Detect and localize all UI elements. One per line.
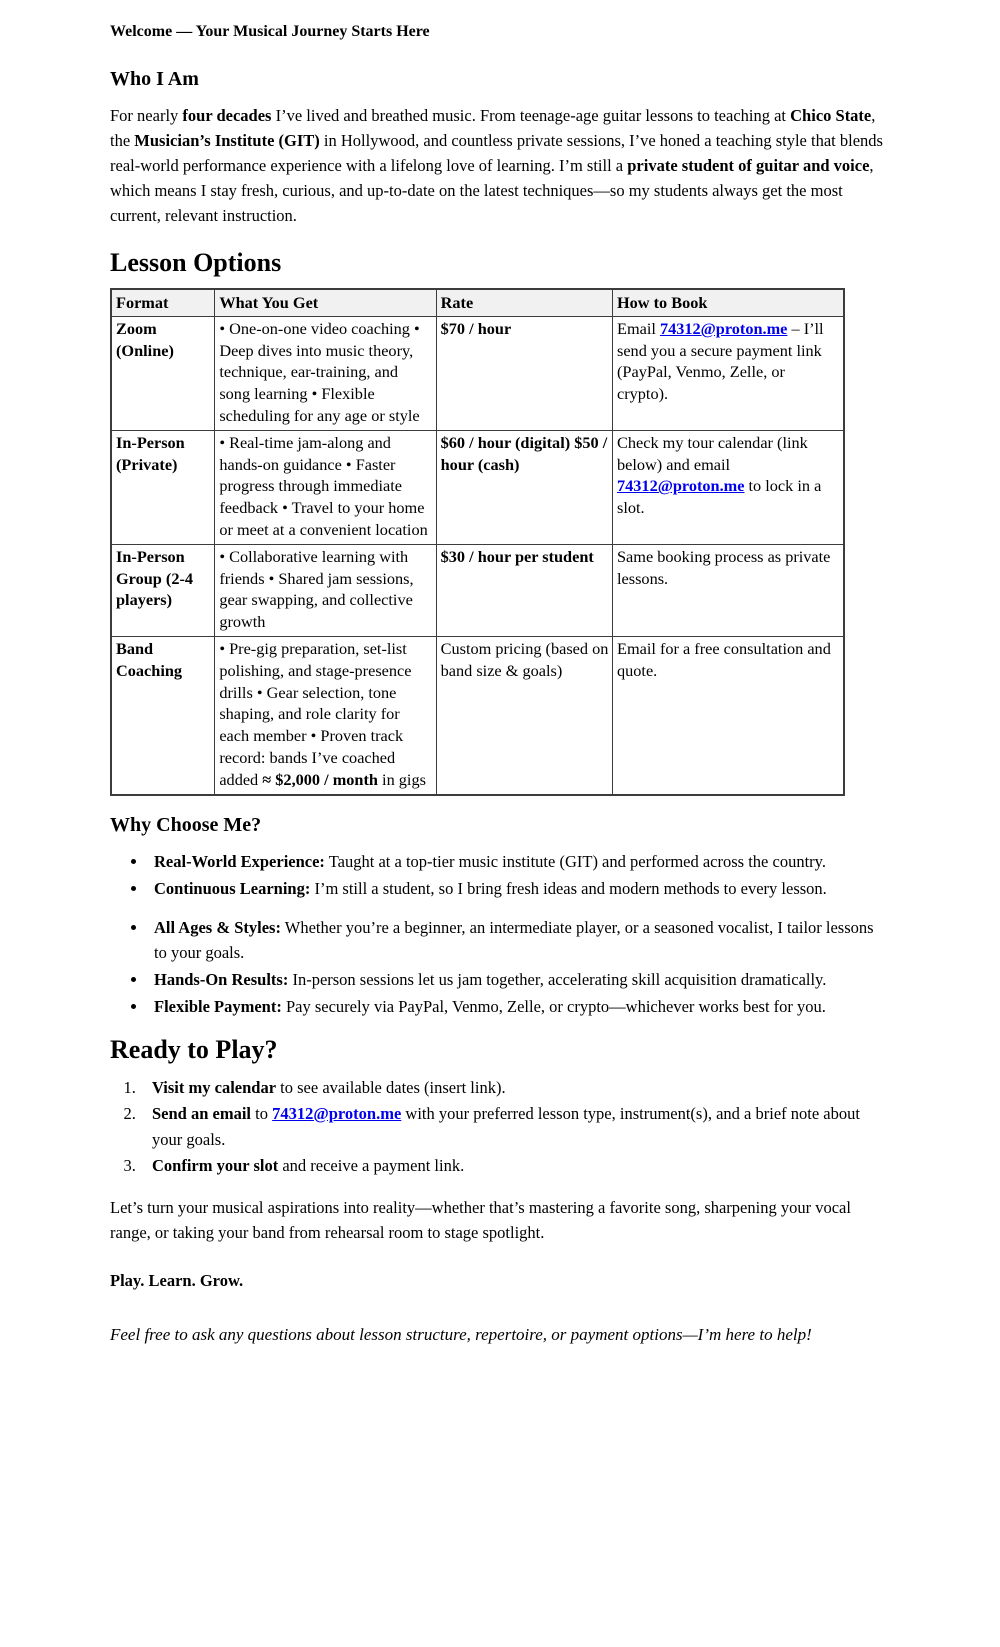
text-segment: and receive a payment link. xyxy=(278,1156,465,1176)
booking-cell xyxy=(613,430,845,544)
who-i-am-paragraph xyxy=(110,103,890,228)
format-cell: In-Person (Private) xyxy=(111,430,215,544)
text-segment: Check my tour calendar (link below) and email xyxy=(617,432,808,474)
text-segment: , the xyxy=(110,106,876,150)
column-header-how-to-book: How to Book xyxy=(613,289,845,316)
text-segment: Visit my calendar xyxy=(152,1077,277,1097)
lesson-options-table xyxy=(110,288,845,796)
features-cell xyxy=(215,544,436,636)
table-row-in-person-group xyxy=(111,544,844,636)
text-segment: Same booking process as private lessons. xyxy=(617,546,831,588)
booking-steps-list xyxy=(110,1075,890,1179)
welcome-title: Welcome — Your Musical Journey Starts Here xyxy=(110,23,430,40)
booking-cell xyxy=(613,544,845,636)
text-segment: Email for a free consultation and quote. xyxy=(617,638,831,680)
features-cell xyxy=(215,636,436,794)
step-item-send-email xyxy=(140,1101,890,1152)
text-segment: Real-World Experience: xyxy=(154,851,325,871)
benefits-list-1 xyxy=(110,849,890,901)
text-segment: four decades xyxy=(182,106,272,125)
text-segment: to lock in a slot. xyxy=(617,476,822,518)
booking-cell xyxy=(613,636,845,794)
text-segment: For nearly xyxy=(110,106,183,125)
closing-paragraph: Let’s turn your musical aspirations into reality—whether that’s mastering a favorite song, sharpening your vocal range, or taking your band from rehearsal room to stage spotlight. xyxy=(110,1197,851,1242)
text-segment: In-person sessions let us jam together, accelerating skill acquisition dramatically. xyxy=(288,969,827,989)
benefits-list-2 xyxy=(110,915,890,1019)
text-segment: Whether you’re a beginner, an intermediate player, or a seasoned vocalist, I tailor lessons to your goals. xyxy=(154,917,874,962)
booking-cell xyxy=(613,316,845,430)
text-segment: to see available dates (insert link). xyxy=(276,1077,506,1097)
tagline: Play. Learn. Grow. xyxy=(110,1270,244,1290)
rate-cell xyxy=(436,636,612,794)
text-segment: Send an email xyxy=(152,1104,252,1124)
text-segment: , which means I stay fresh, curious, and up-to-date on the latest techniques—so my students always get the most current, relevant instruction. xyxy=(110,156,874,225)
text-segment: Flexible Payment: xyxy=(154,996,282,1016)
text-segment: private student of guitar and voice xyxy=(627,156,870,175)
rate-cell xyxy=(436,430,612,544)
who-i-am-heading: Who I Am xyxy=(110,68,199,90)
text-segment: Confirm your slot xyxy=(152,1156,279,1176)
text-segment: Custom pricing (based on band size & goals) xyxy=(440,638,609,680)
benefit-item-hands-on-results xyxy=(148,967,890,992)
text-segment: • Pre-gig preparation, set-list polishing, and stage-presence drills • Gear selection, tone shaping, and role clarity for each member • Proven track record: bands I’ve coached added xyxy=(219,638,412,789)
ready-to-play-heading: Ready to Play? xyxy=(110,1034,278,1064)
text-segment: • Collaborative learning with friends • Shared jam sessions, gear swapping, and collective growth xyxy=(219,546,414,632)
email-link[interactable]: 74312@proton.me xyxy=(617,476,745,496)
text-segment: Pay securely via PayPal, Venmo, Zelle, or crypto—whichever works best for you. xyxy=(281,996,826,1016)
column-header-format: Format xyxy=(111,289,215,316)
text-segment: All Ages & Styles: xyxy=(154,917,281,937)
features-cell xyxy=(215,430,436,544)
footnote: Feel free to ask any questions about lesson structure, repertoire, or payment options—I’m here to help! xyxy=(110,1324,812,1344)
text-segment: Musician’s Institute (GIT) xyxy=(134,131,320,150)
rate-cell xyxy=(436,544,612,636)
text-segment: to xyxy=(251,1104,273,1124)
benefit-item-all-ages-styles xyxy=(148,915,890,965)
benefit-item-flexible-payment xyxy=(148,994,890,1019)
why-choose-me-heading: Why Choose Me? xyxy=(110,813,262,836)
table-row-in-person-private xyxy=(111,430,844,544)
format-cell: Band Coaching xyxy=(111,636,215,794)
text-segment: $30 / hour per student xyxy=(440,546,594,566)
text-segment: I’ve lived and breathed music. From teenage-age guitar lessons to teaching at xyxy=(271,106,791,125)
text-segment: ≈ $2,000 / month xyxy=(262,769,378,789)
table-header-row xyxy=(111,289,844,316)
text-segment: Chico State xyxy=(790,106,872,125)
rate-cell xyxy=(436,316,612,430)
text-segment: Taught at a top-tier music institute (GIT) and performed across the country. xyxy=(324,851,826,871)
format-cell: Zoom (Online) xyxy=(111,316,215,430)
text-segment: $60 / hour (digital) $50 / hour (cash) xyxy=(440,432,608,474)
step-item-visit-calendar xyxy=(140,1075,890,1101)
table-row-band-coaching xyxy=(111,636,844,794)
email-link[interactable]: 74312@proton.me xyxy=(659,318,788,338)
text-segment: in Hollywood, and countless private sessions, I’ve honed a teaching style that blends real-world performance experience with a lifelong love of learning. I’m still a xyxy=(110,131,883,175)
column-header-what-you-get: What You Get xyxy=(215,289,436,316)
text-segment: • Real-time jam-along and hands-on guidance • Faster progress through immediate feedback • Travel to your home or meet at a convenient location xyxy=(219,432,428,539)
text-segment: – I’ll send you a secure payment link (PayPal, Venmo, Zelle, or crypto). xyxy=(617,318,824,404)
table-row-zoom-online xyxy=(111,316,844,430)
format-cell: In-Person Group (2-4 players) xyxy=(111,544,215,636)
text-segment: Continuous Learning: xyxy=(154,878,311,898)
text-segment: in gigs xyxy=(377,769,426,789)
features-cell xyxy=(215,316,436,430)
email-link[interactable]: 74312@proton.me xyxy=(272,1104,402,1124)
benefit-item-continuous-learning xyxy=(148,876,890,901)
text-segment: • One-on-one video coaching • Deep dives into music theory, technique, ear-training, and song learning • Flexible scheduling for any age or style xyxy=(219,318,420,425)
benefit-item-real-world-experience xyxy=(148,849,890,874)
step-item-confirm-slot xyxy=(140,1153,890,1179)
text-segment: Email xyxy=(617,318,660,338)
text-segment: with your preferred lesson type, instrument(s), and a brief note about your goals. xyxy=(152,1104,860,1149)
text-segment: I’m still a student, so I bring fresh ideas and modern methods to every lesson. xyxy=(310,878,827,898)
column-header-rate: Rate xyxy=(436,289,612,316)
lesson-options-heading: Lesson Options xyxy=(110,248,282,277)
text-segment: $70 / hour xyxy=(440,318,512,338)
text-segment: Hands-On Results: xyxy=(154,969,289,989)
